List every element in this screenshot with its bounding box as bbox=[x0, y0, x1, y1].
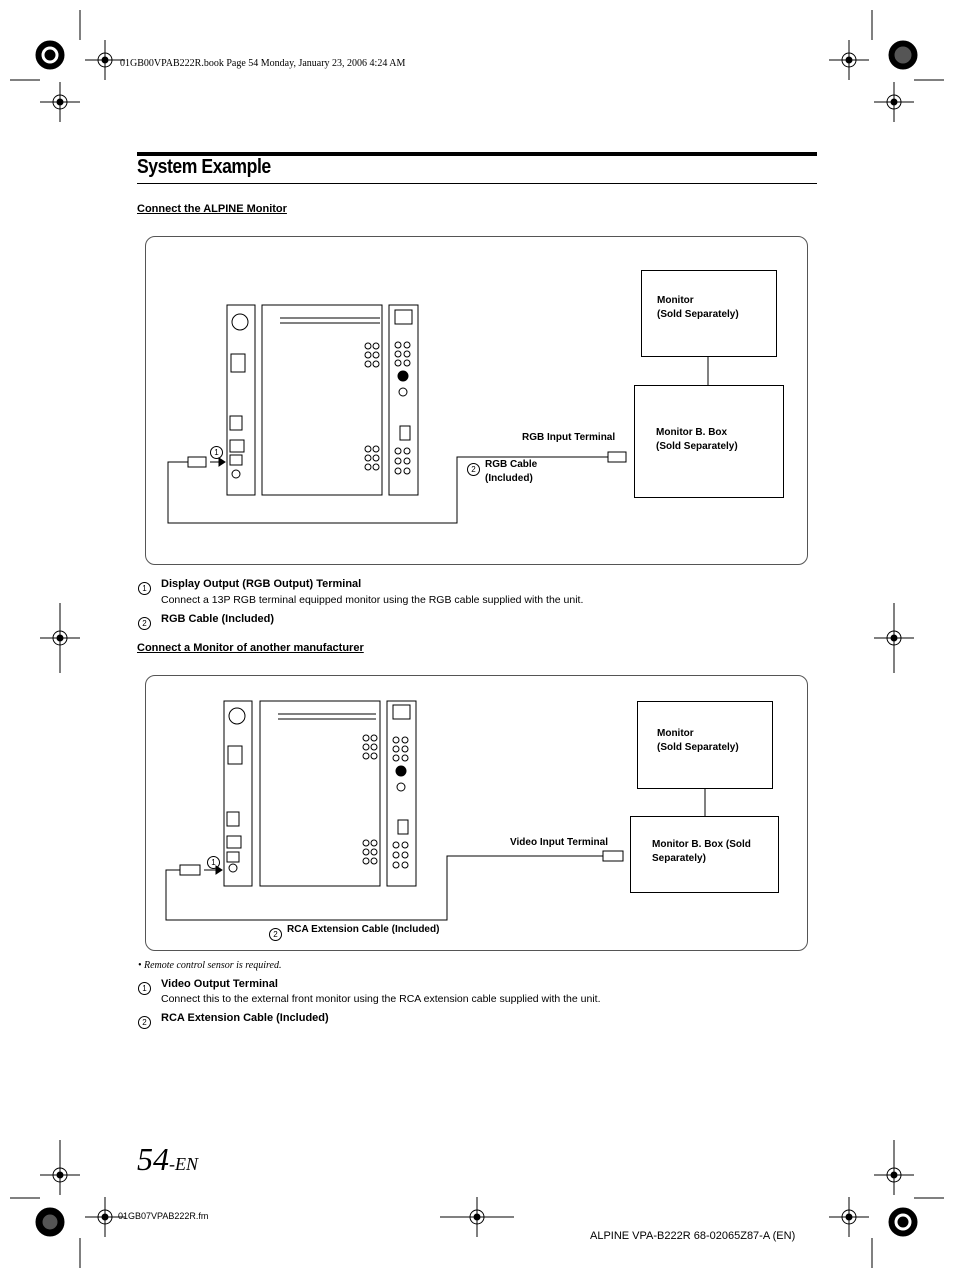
callout-2: 2 bbox=[269, 924, 282, 942]
section2-heading: Connect a Monitor of another manufacturer bbox=[137, 642, 364, 654]
item-num: 2 bbox=[138, 613, 151, 631]
rgb-cable-label: RGB Cable (Included) bbox=[485, 459, 538, 484]
item-title: Video Output Terminal bbox=[161, 978, 278, 990]
footer-model: ALPINE VPA-B222R 68-02065Z87-A (EN) bbox=[590, 1230, 796, 1242]
remote-sensor-note: • Remote control sensor is required. bbox=[138, 960, 282, 971]
callout-1: 1 bbox=[210, 442, 223, 460]
page-title: System Example bbox=[137, 156, 271, 178]
item-description: Connect a 13P RGB terminal equipped monitor using the RGB cable supplied with the unit. bbox=[161, 594, 584, 606]
item-description: Connect this to the external front monitor using the RCA extension cable supplied with the unit. bbox=[161, 993, 601, 1005]
callout-1: 1 bbox=[207, 852, 220, 870]
monitor-label: Monitor (Sold Separately) bbox=[657, 728, 739, 753]
unit-side-view bbox=[224, 701, 252, 886]
item-title: Display Output (RGB Output) Terminal bbox=[161, 578, 362, 590]
item-title: RCA Extension Cable (Included) bbox=[161, 1012, 329, 1024]
item-num: 1 bbox=[138, 978, 151, 996]
monitor-b-box-label: Monitor B. Box (Sold Separately) bbox=[656, 427, 738, 452]
footer-file-name: 01GB07VPAB222R.fm bbox=[118, 1211, 209, 1221]
rgb-input-terminal-label: RGB Input Terminal bbox=[522, 432, 616, 443]
callout-2: 2 bbox=[467, 459, 480, 477]
item-num: 2 bbox=[138, 1012, 151, 1030]
section1-heading: Connect the ALPINE Monitor bbox=[137, 203, 287, 215]
book-header-info: 01GB00VPAB222R.book Page 54 Monday, January 23, 2006 4:24 AM bbox=[120, 58, 406, 69]
page-number: 54-EN bbox=[137, 1141, 198, 1177]
monitor-label: Monitor (Sold Separately) bbox=[657, 295, 739, 320]
unit-rear-view bbox=[387, 701, 416, 886]
video-input-terminal-label: Video Input Terminal bbox=[510, 837, 608, 848]
item-title: RGB Cable (Included) bbox=[161, 613, 275, 625]
item-num: 1 bbox=[138, 578, 151, 596]
rca-cable-label: RCA Extension Cable (Included) bbox=[287, 924, 440, 935]
monitor-b-box-label: Monitor B. Box (Sold Separately) bbox=[652, 839, 751, 864]
unit-front-view bbox=[260, 701, 380, 886]
